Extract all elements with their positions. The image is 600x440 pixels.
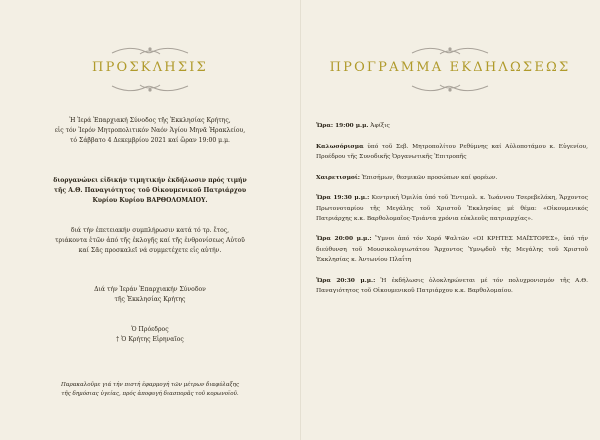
signature-intro-line: Διά τήν Ἱεράν Ἐπαρχιακήν Σύνοδον [94, 286, 206, 293]
top-ornament-icon [410, 45, 490, 57]
health-note [40, 381, 260, 399]
note-line: τῆς δημόσιας ὑγείας, πρός ἀποφυγή διασπορᾶς τοῦ κορωνοϊοῦ. [61, 391, 239, 397]
entry-text: Ὕμνοι ἀπό τόν Χορό Ψαλτῶν «ΟΙ ΚΡΗΤΕΣ ΜΑΪΣΤΟΡΕΣ», ὑπό τήν διεύθυνση τοῦ Μουσικολογιωτάτου Ἄρχοντος Ὑμνῳδοῦ τῆς Μεγάλης τοῦ Χριστοῦ Ἐκκλησίας κ. Ἀντωνίου Πλαΐτη [316, 236, 589, 263]
entry-label: Χαιρετισμοί: [316, 173, 360, 181]
honor-line: διοργανώνει εἰδικήν τιμητικήν ἐκδήλωσιν πρός τιμήν [53, 177, 247, 184]
anniversary-line: τριάκοντα ἐτῶν ἀπό τῆς ἐκλογῆς καί τῆς ἐνθρονίσεως Αὐτοῦ [55, 237, 245, 244]
top-ornament-icon [110, 45, 190, 57]
signature-block [40, 325, 260, 345]
honor-paragraph [40, 176, 260, 206]
page-title: ΠΡΟΣΚΛΗΣΙΣ [92, 60, 208, 75]
intro-line: εἰς τόν Ἱερόν Μητροπολιτικόν Ναόν Ἁγίου Μηνᾶ Ἡρακλείου, [54, 127, 246, 134]
honor-line: Κυρίου Κυρίου ΒΑΡΘΟΛΟΜΑΙΟΥ. [92, 197, 208, 204]
signature-title: Ὁ Πρόεδρος [131, 326, 169, 333]
anniversary-paragraph [40, 226, 260, 256]
entry-label: Ὥρα 19:30 μ.μ.: [316, 194, 370, 202]
entry-label: Ὥρα 20:00 μ.μ.: [316, 235, 372, 243]
intro-line: τό Σάββατο 4 Δεκεμβρίου 2021 καί ὥραν 19:00 μ.μ. [70, 137, 230, 144]
bottom-ornament-icon [110, 82, 190, 94]
entry-text: Ἀφίξις [368, 123, 390, 129]
program-entry-greetings [316, 173, 588, 183]
signature-intro [40, 285, 260, 305]
entry-text: Ἐπισήμων, θεσμικῶν προσώπων καί φορέων. [359, 174, 498, 181]
program-page [300, 0, 600, 440]
entry-text: Κεντρική Ὁμιλία ὑπό τοῦ Ἐντιμολ. κ. Ἰωάννου Τσερεβελάκη, Ἄρχοντος Πρωτονοταρίου τῆς Μεγάλης τοῦ Χριστοῦ Ἐκκλησίας μέ θέμα: «Οἰκουμενικός Πατριάρχης κ.κ. Βαρθολομαῖος·Τριάντα χρόνια εὐκλεοῦς πατριαρχίας». [316, 195, 588, 222]
program-list [316, 121, 588, 306]
honor-line: τῆς Α.Θ. Παναγιότητος τοῦ Οἰκουμενικοῦ Πατριάρχου [53, 187, 247, 194]
program-entry-closing [316, 276, 588, 296]
intro-paragraph [40, 116, 260, 146]
program-entry-arrival [316, 121, 588, 131]
program-entry-welcome [316, 142, 588, 162]
entry-label: Ὥρα 20:30 μ.μ.: [316, 276, 376, 284]
note-line: Παρακαλοῦμε γιά τήν πιστή ἐφαρμογή τῶν μέτρων διαφύλαξης [60, 382, 240, 388]
entry-text: Ἡ ἐκδήλωσις ὁλοκληρώνεται μέ τόν πολυχρονισμόν τῆς Α.Θ. Παναγιότητος τοῦ Οἰκουμενικοῦ Πατριάρχου κ.κ. Βαρθολομαίου. [316, 277, 588, 294]
signature-intro-line: τῆς Ἐκκλησίας Κρήτης [114, 296, 186, 303]
intro-line: Ἡ Ἱερά Ἐπαρχιακή Σύνοδος τῆς Ἐκκλησίας Κρήτης, [69, 117, 231, 124]
program-entry-speech [316, 193, 588, 224]
anniversary-line: διά τήν ἐπετειακήν συμπλήρωσιν κατά τό τρ. ἔτος, [70, 227, 230, 234]
entry-text: ὑπό τοῦ Σεβ. Μητροπολίτου Ρεθύμνης καί Αὐλοποτάμου κ. Εὐγενίου, Προέδρου τῆς Συνοδικῆς Ὀργανωτικῆς Ἐπιτροπῆς [316, 143, 588, 160]
entry-label: Καλωσόρισμα [316, 142, 364, 150]
program-entry-hymns [316, 234, 588, 265]
anniversary-line: καί Σᾶς προσκαλεῖ νά συμμετέχετε εἰς αὐτήν. [78, 247, 222, 254]
bottom-ornament-icon [410, 82, 490, 94]
entry-label: Ὥρα: 19:00 μ.μ. [316, 122, 369, 129]
signature-name: † Ὁ Κρήτης Εἰρηναῖος [116, 336, 184, 343]
page-title: ΠΡΟΓΡΑΜΜΑ ΕΚΔΗΛΩΣΕΩΣ [329, 60, 571, 75]
